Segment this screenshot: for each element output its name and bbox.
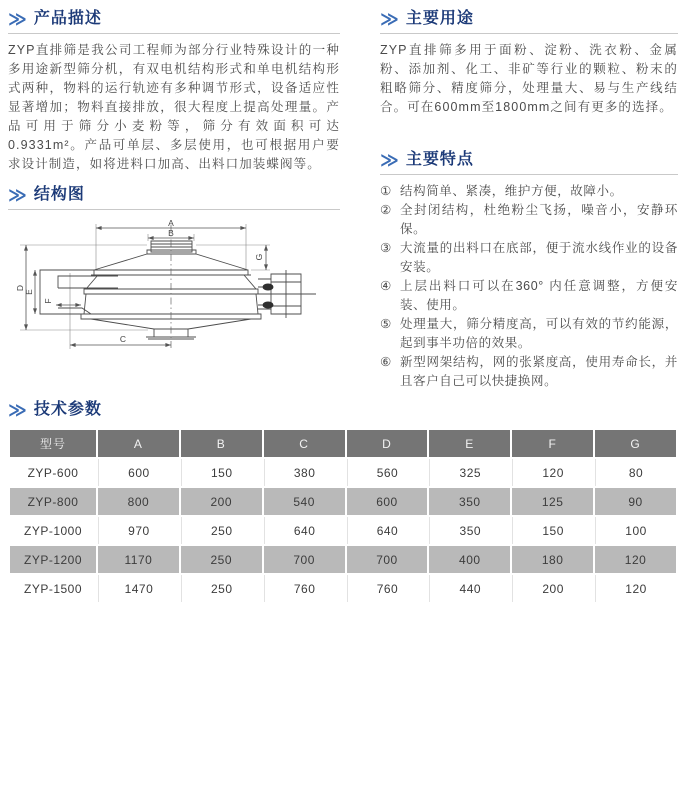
- table-header-row: [10, 430, 676, 457]
- table-cell: 440: [429, 575, 510, 602]
- section-header-structure-diagram: [8, 186, 340, 210]
- table-cell: 760: [347, 575, 428, 602]
- feature-number: ④: [380, 279, 392, 293]
- table-cell: 760: [264, 575, 345, 602]
- extension-lines: [20, 224, 270, 349]
- table-cell-model: ZYP-1000: [10, 517, 96, 544]
- dim-label-d: D: [15, 284, 25, 292]
- table-cell: 200: [512, 575, 593, 602]
- table-cell: 150: [512, 517, 593, 544]
- table-cell-model: ZYP-600: [10, 459, 96, 486]
- table-header-b: B: [181, 430, 262, 457]
- table-cell-model: ZYP-1200: [10, 546, 96, 573]
- structure-diagram: [8, 217, 340, 374]
- table-cell-model: ZYP-800: [10, 488, 96, 515]
- dim-label-f: F: [43, 298, 53, 304]
- section-header-main-features: [380, 151, 678, 175]
- table-row: [10, 517, 676, 544]
- section-header-product-description: [8, 10, 340, 34]
- table-header-model: 型号: [10, 430, 96, 457]
- table-header-e: E: [429, 430, 510, 457]
- dim-label-g: G: [254, 253, 264, 261]
- structure-diagram-drawing: [8, 217, 340, 369]
- feature-item: [380, 315, 678, 353]
- table-cell: 80: [595, 459, 676, 486]
- table-row: [10, 459, 676, 486]
- table-cell: 970: [98, 517, 179, 544]
- section-header-main-uses: [380, 10, 678, 34]
- table-cell: 120: [595, 575, 676, 602]
- dim-label-e: E: [24, 289, 34, 295]
- section-title-main-features: 主要特点: [405, 151, 474, 169]
- main-features-list: [380, 182, 678, 391]
- motor-bolts: [263, 284, 274, 309]
- tech-params-table: [8, 428, 678, 604]
- product-description-text: ZYP直排筛是我公司工程师为部分行业特殊设计的一种多用途新型筛分机，有双电机结构形式和单电机结构形式两种，物料的运行轨迹有多种调节形式，设备适应性显著增加；物料直接排放，很大程度上提高处理量。产品可用于筛分小麦粉等，筛分有效面积可达0.9331m²。产品可单层、多层使用，也可根据用户要求设计制造，如将进料口加高、出料口加装蝶阀等。: [8, 43, 340, 171]
- table-cell-model: ZYP-1500: [10, 575, 96, 602]
- top-two-column-area: [8, 10, 678, 391]
- section-header-tech-params: [8, 401, 678, 421]
- table-cell: 640: [264, 517, 345, 544]
- table-cell: 150: [181, 459, 262, 486]
- right-column: [380, 10, 678, 391]
- double-chevron-icon: ≫: [8, 400, 27, 420]
- table-cell: 250: [181, 517, 262, 544]
- double-chevron-icon: ≫: [8, 9, 27, 29]
- section-title-structure-diagram: 结构图: [33, 186, 85, 204]
- table-cell: 560: [347, 459, 428, 486]
- table-cell: 1170: [98, 546, 179, 573]
- table-cell: 90: [595, 488, 676, 515]
- machine-outline: [40, 241, 316, 339]
- table-row: [10, 575, 676, 602]
- table-row: [10, 546, 676, 573]
- table-cell: 700: [347, 546, 428, 573]
- feature-number: ⑤: [380, 317, 392, 331]
- table-cell: 640: [347, 517, 428, 544]
- table-cell: 325: [429, 459, 510, 486]
- feature-item: [380, 201, 678, 239]
- table-cell: 180: [512, 546, 593, 573]
- table-header-c: C: [264, 430, 345, 457]
- dim-label-a: A: [168, 218, 174, 228]
- table-cell: 200: [181, 488, 262, 515]
- left-column: [8, 10, 340, 391]
- feature-text: 大流量的出料口在底部，便于流水线作业的设备安装。: [400, 241, 678, 274]
- table-cell: 800: [98, 488, 179, 515]
- table-cell: 540: [264, 488, 345, 515]
- feature-text: 处理量大，筛分精度高，可以有效的节约能源，起到事半功倍的效果。: [400, 317, 678, 350]
- table-cell: 250: [181, 546, 262, 573]
- double-chevron-icon: ≫: [380, 9, 399, 29]
- table-cell: 380: [264, 459, 345, 486]
- feature-text: 结构简单、紧凑，维护方便，故障小。: [400, 184, 623, 198]
- feature-number: ①: [380, 184, 392, 198]
- section-title-product-description: 产品描述: [33, 10, 102, 28]
- table-cell: 125: [512, 488, 593, 515]
- double-chevron-icon: ≫: [8, 185, 27, 205]
- table-cell: 700: [264, 546, 345, 573]
- table-cell: 600: [98, 459, 179, 486]
- table-cell: 120: [595, 546, 676, 573]
- table-cell: 350: [429, 517, 510, 544]
- feature-number: ②: [380, 203, 392, 217]
- feature-item: [380, 182, 678, 201]
- section-title-main-uses: 主要用途: [405, 10, 474, 28]
- table-cell: 100: [595, 517, 676, 544]
- table-row: [10, 488, 676, 515]
- table-header-a: A: [98, 430, 179, 457]
- feature-item: [380, 353, 678, 391]
- section-title-tech-params: 技术参数: [33, 401, 102, 419]
- table-cell: 1470: [98, 575, 179, 602]
- dim-label-b: B: [168, 228, 174, 238]
- table-header-g: G: [595, 430, 676, 457]
- double-chevron-icon: ≫: [380, 150, 399, 170]
- feature-item: [380, 277, 678, 315]
- table-cell: 600: [347, 488, 428, 515]
- feature-text: 全封闭结构，杜绝粉尘飞扬，噪音小，安静环保。: [400, 203, 678, 236]
- feature-text: 新型网架结构，网的张紧度高，使用寿命长，并且客户自己可以快捷换网。: [400, 355, 678, 388]
- table-cell: 400: [429, 546, 510, 573]
- feature-text: 上层出料口可以在360° 内任意调整，方便安装、使用。: [400, 279, 678, 312]
- feature-item: [380, 239, 678, 277]
- table-cell: 350: [429, 488, 510, 515]
- dim-label-c: C: [119, 334, 127, 344]
- feature-number: ③: [380, 241, 392, 255]
- table-cell: 120: [512, 459, 593, 486]
- table-header-f: F: [512, 430, 593, 457]
- feature-number: ⑥: [380, 355, 392, 369]
- table-header-d: D: [347, 430, 428, 457]
- main-uses-text: ZYP直排筛多用于面粉、淀粉、洗衣粉、金属粉、添加剂、化工、非矿等行业的颗粒、粉末的粗略筛分、精度筛分，处理量大、易与生产线结合。可在600mm至1800mm之间有更多的选择。: [380, 43, 678, 114]
- table-cell: 250: [181, 575, 262, 602]
